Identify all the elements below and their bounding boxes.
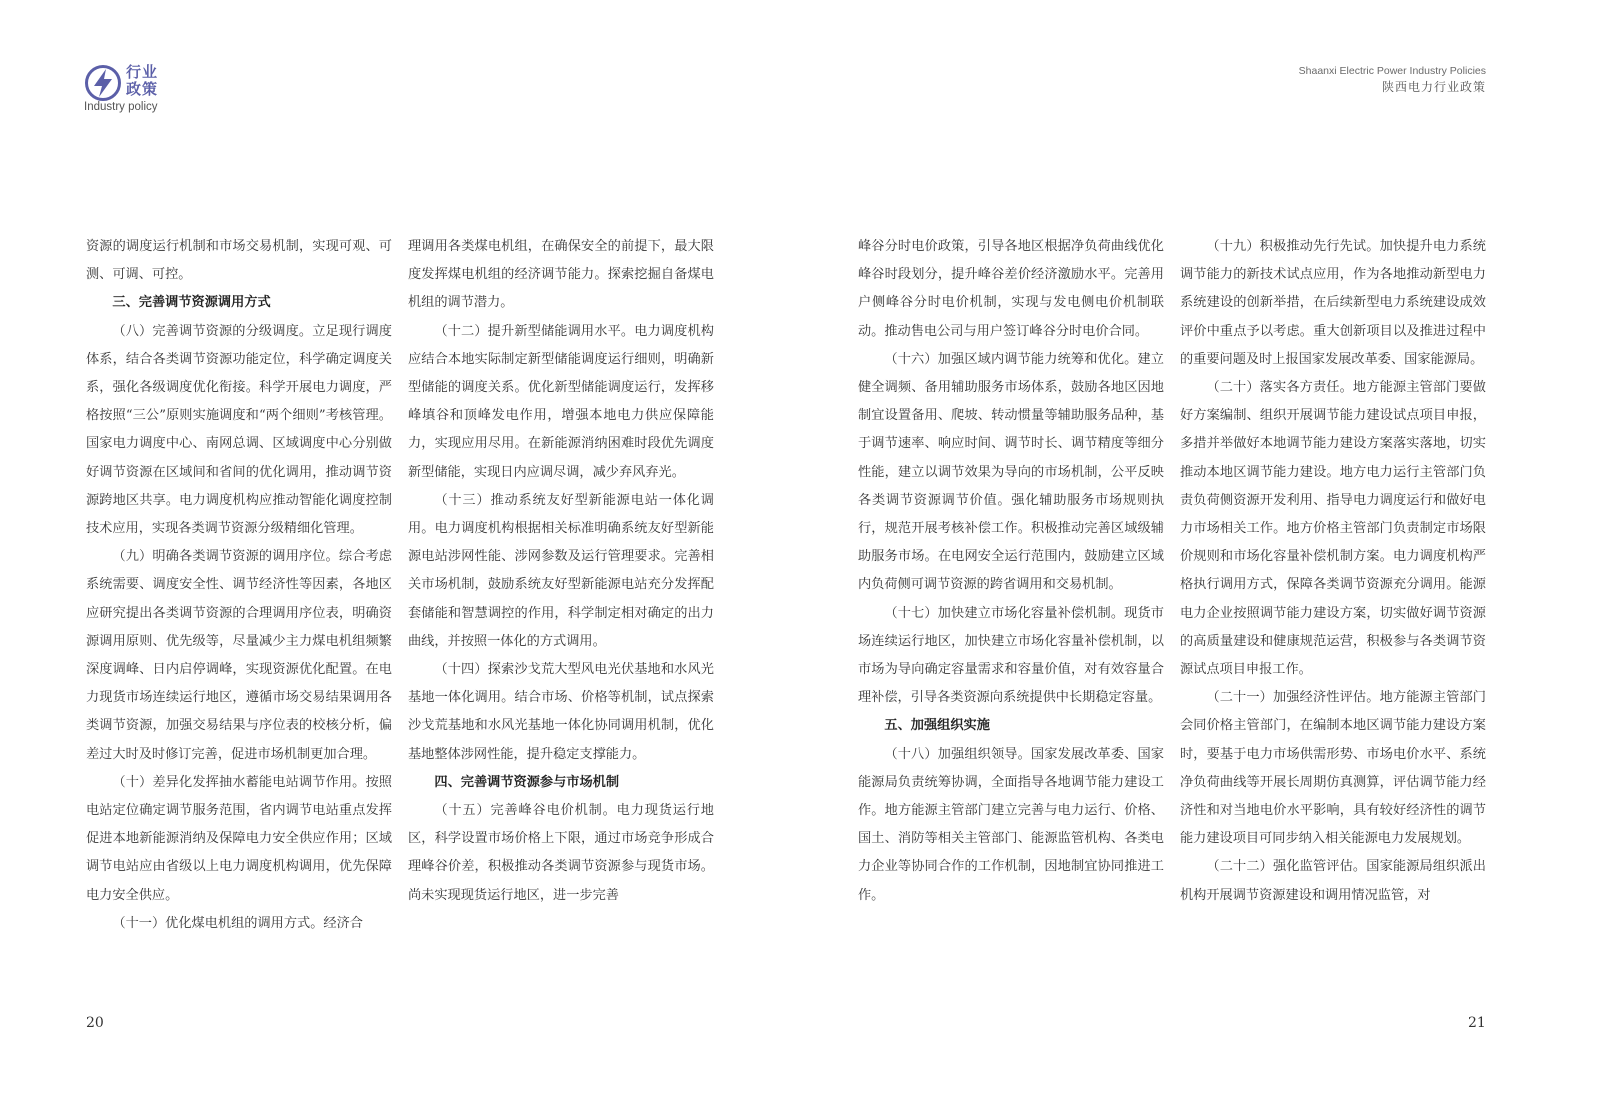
header-title-en: Shaanxi Electric Power Industry Policies bbox=[1298, 65, 1486, 77]
paragraph: （二十）落实各方责任。地方能源主管部门要做好方案编制、组织开展调节能力建设试点项目申报，多措并举做好本地调节能力建设方案落实落地，切实推动本地区调节能力建设。地方电力运行主管部门负责负荷侧资源开发利用、指导电力调度运行和做好电力市场相关工作。地方价格主管部门负责制定市场限价规则和市场化容量补偿机制方案。电力调度机构严格执行调用方式，保障各类调节资源充分调用。能源电力企业按照调节能力建设方案，切实做好调节资源的高质量建设和健康规范运营，积极参与各类调节资源试点项目申报工作。 bbox=[1180, 380, 1486, 678]
paragraph: （十七）加快建立市场化容量补偿机制。现货市场连续运行地区，加快建立市场化容量补偿机制，以市场为导向确定容量需求和容量价值，对有效容量合理补偿，引导各类资源向系统提供中长期稳定容量。 bbox=[858, 605, 1164, 706]
logo-english-title: Industry policy bbox=[84, 101, 158, 113]
paragraph: （十三）推动系统友好型新能源电站一体化调用。电力调度机构根据相关标准明确系统友好型新能源电站涉网性能、涉网参数及运行管理要求。完善相关市场机制，鼓励系统友好型新能源电站充分发挥配套储能和智慧调控的作用，科学制定相对确定的出力曲线，并按照一体化的方式调用。 bbox=[408, 492, 714, 649]
text-column-3 bbox=[858, 233, 1164, 910]
section-logo bbox=[84, 64, 204, 120]
paragraph: （八）完善调节资源的分级调度。立足现行调度体系，结合各类调节资源功能定位，科学确定调度关系，强化各级调度优化衔接。科学开展电力调度，严格按照“三公”原则实施调度和“两个细则”考核管理。国家电力调度中心、南网总调、区域调度中心分别做好调节资源在区域间和省间的优化调用，推动调节资源跨地区共享。电力调度机构应推动智能化调度控制技术应用，实现各类调节资源分级精细化管理。 bbox=[86, 323, 392, 537]
paragraph: 峰谷分时电价政策，引导各地区根据净负荷曲线优化峰谷时段划分，提升峰谷差价经济激励水平。完善用户侧峰谷分时电价机制，实现与发电侧电价机制联动。推动售电公司与用户签订峰谷分时电价合同。 bbox=[858, 239, 1164, 339]
logo-cn-line1: 行业 bbox=[126, 63, 159, 81]
paragraph: （十二）提升新型储能调用水平。电力调度机构应结合本地实际制定新型储能调度运行细则，明确新型储能的调度关系。优化新型储能调度运行，发挥移峰填谷和顶峰发电作用，增强本地电力供应保障能力，实现应用尽用。在新能源消纳困难时段优先调度新型储能，实现日内应调尽调，减少弃风弃光。 bbox=[408, 323, 714, 480]
paragraph: （十八）加强组织领导。国家发展改革委、国家能源局负责统筹协调，全面指导各地调节能力建设工作。地方能源主管部门建立完善与电力运行、价格、国土、消防等相关主管部门、能源监管机构、各类电力企业等协同合作的工作机制，因地制宜协同推进工作。 bbox=[858, 746, 1164, 903]
text-column-4 bbox=[1180, 233, 1486, 910]
section-heading: 五、加强组织实施 bbox=[884, 718, 990, 734]
lightning-icon bbox=[84, 64, 122, 102]
paragraph: （十四）探索沙戈荒大型风电光伏基地和水风光基地一体化调用。结合市场、价格等机制，试点探索沙戈荒基地和水风光基地一体化协同调用机制，优化基地整体涉网性能，提升稳定支撑能力。 bbox=[408, 662, 714, 762]
logo-chinese-title bbox=[126, 64, 158, 98]
page-number-left: 20 bbox=[86, 1015, 104, 1031]
paragraph: 理调用各类煤电机组，在确保安全的前提下，最大限度发挥煤电机组的经济调节能力。探索挖掘自备煤电机组的调节潜力。 bbox=[408, 239, 714, 311]
paragraph: （十五）完善峰谷电价机制。电力现货运行地区，科学设置市场价格上下限，通过市场竞争形成合理峰谷价差，积极推动各类调节资源参与现货市场。尚未实现现货运行地区，进一步完善 bbox=[408, 803, 714, 903]
section-heading: 三、完善调节资源调用方式 bbox=[112, 295, 271, 311]
section-heading: 四、完善调节资源参与市场机制 bbox=[434, 774, 620, 790]
paragraph: （十六）加强区域内调节能力统筹和优化。建立健全调频、备用辅助服务市场体系，鼓励各地区因地制宜设置备用、爬坡、转动惯量等辅助服务品种，基于调节速率、响应时间、调节时长、调节精度等细分性能，建立以调节效果为导向的市场机制，公平反映各类调节资源调节价值。强化辅助服务市场规则执行，规范开展考核补偿工作。积极推动完善区域级辅助服务市场。在电网安全运行范围内，鼓励建立区域内负荷侧可调节资源的跨省调用和交易机制。 bbox=[858, 351, 1164, 593]
paragraph: （九）明确各类调节资源的调用序位。综合考虑系统需要、调度安全性、调节经济性等因素，各地区应研究提出各类调节资源的合理调用序位表，明确资源调用原则、优先级等，尽量减少主力煤电机组频繁深度调峰、日内启停调峰，实现资源优化配置。在电力现货市场连续运行地区，遵循市场交易结果调用各类调节资源，加强交易结果与序位表的校核分析，偏差过大时及时修订完善，促进市场机制更加合理。 bbox=[86, 549, 392, 762]
paragraph: （十九）积极推动先行先试。加快提升电力系统调节能力的新技术试点应用，作为各地推动新型电力系统建设的创新举措，在后续新型电力系统建设成效评价中重点予以考虑。重大创新项目以及推进过程中的重要问题及时上报国家发展改革委、国家能源局。 bbox=[1180, 239, 1486, 367]
page-number-right: 21 bbox=[1468, 1015, 1486, 1031]
logo-cn-line2: 政策 bbox=[126, 80, 159, 98]
running-header bbox=[1299, 64, 1486, 96]
paragraph: （十）差异化发挥抽水蓄能电站调节作用。按照电站定位确定调节服务范围，省内调节电站重点发挥促进本地新能源消纳及保障电力安全供应作用；区域调节电站应由省级以上电力调度机构调用，优先保障电力安全供应。 bbox=[86, 774, 392, 903]
header-title-cn: 陕西电力行业政策 bbox=[1381, 80, 1486, 94]
paragraph: 资源的调度运行机制和市场交易机制，实现可观、可测、可调、可控。 bbox=[86, 239, 392, 283]
text-column-1 bbox=[86, 233, 392, 938]
text-column-2 bbox=[408, 233, 714, 910]
paragraph: （二十一）加强经济性评估。地方能源主管部门会同价格主管部门，在编制本地区调节能力建设方案时，要基于电力市场供需形势、市场电价水平、系统净负荷曲线等开展长周期仿真测算，评估调节能力经济性和对当地电价水平影响，具有较好经济性的调节能力建设项目可同步纳入相关能源电力发展规划。 bbox=[1180, 690, 1486, 847]
paragraph: （二十二）强化监管评估。国家能源局组织派出机构开展调节资源建设和调用情况监管，对 bbox=[1180, 859, 1486, 903]
paragraph: （十一）优化煤电机组的调用方式。经济合 bbox=[112, 915, 363, 931]
